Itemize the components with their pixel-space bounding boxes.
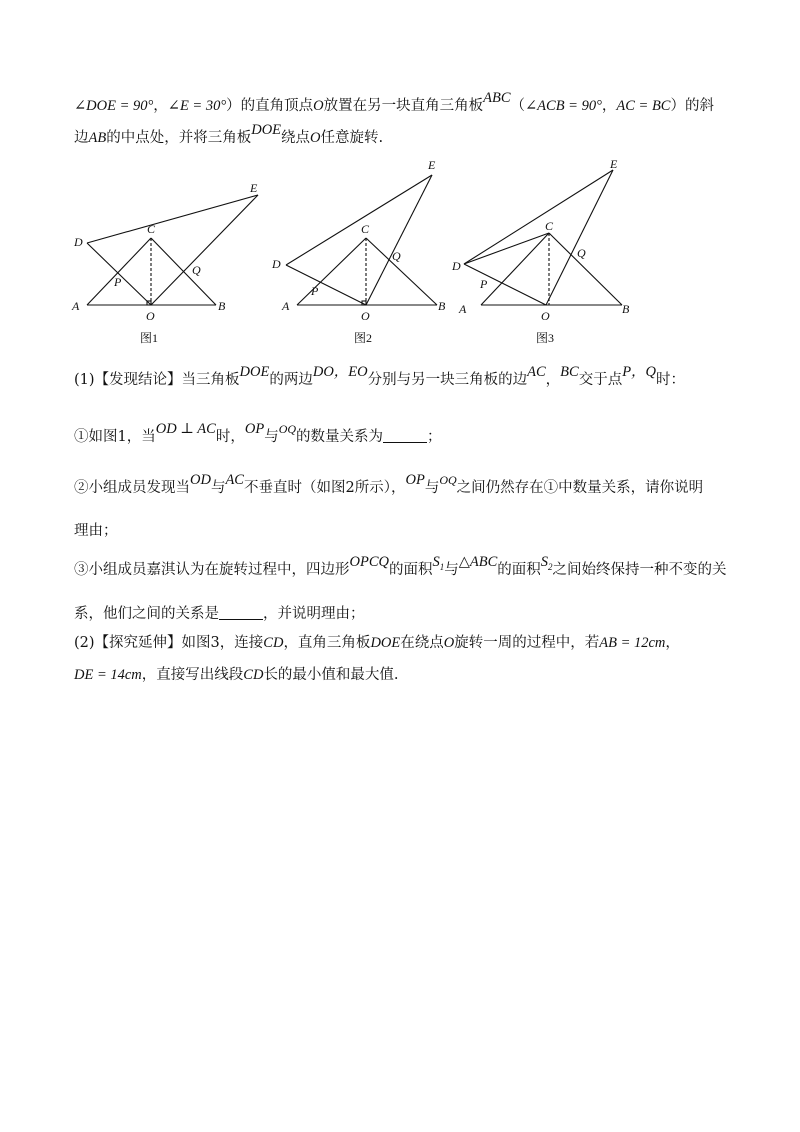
part2-line-2: DE = 14cm，直接写出线段CD长的最小值和最大值. [74,667,399,683]
svg-text:B: B [218,299,226,313]
svg-text:D: D [74,235,83,249]
svg-text:C: C [361,222,370,236]
svg-text:P: P [311,284,319,298]
svg-text:D: D [272,257,281,271]
caption-fig2: 图2 [354,331,373,345]
svg-text:C: C [147,222,156,236]
question-1: ①如图1，当OD ⊥ AC时，OP与$^{OQ}$的数量关系为 ； [74,421,442,445]
caption-fig1: 图1 [140,331,159,345]
svg-text:A: A [282,299,290,313]
svg-text:E: E [610,157,618,171]
question-3-line-2: 系，他们之间的关系是 ，并说明理由； [74,606,365,622]
svg-text:C: C [545,219,554,233]
figure-3 [464,170,622,305]
svg-text:P: P [114,275,122,289]
svg-text:Q: Q [577,246,586,260]
svg-text:O: O [361,309,370,323]
angle-doe: ∠DOE = 90° [74,98,154,114]
question-2-line-2: 理由； [74,523,118,539]
ac-eq-bc: AC = BC [616,98,671,114]
part2-line-1: (2)【探究延伸】如图3，连接CD，直角三角板DOE在绕点O旋转一周的过程中，若AB = 12cm， [74,635,680,651]
question-2: ②小组成员发现当OD与AC不垂直时（如图2所示），OP与$^{OQ}$之间仍然存在①中数量关系，请你说明 [74,472,704,496]
svg-text:E: E [428,158,436,172]
intro-line-1: ∠DOE = 90°，∠E = 30°）的直角顶点O放置在另一块直角三角板ABC（∠ACB = 90°，AC = BC）的斜 [74,90,714,114]
intro-line-2: 边AB的中点处，并将三角板DOE绕点O任意旋转. [74,122,384,146]
svg-text:A: A [459,302,467,316]
figures-diagram [60,150,720,350]
svg-text:Q: Q [192,263,201,277]
angle-e: ∠E = 30° [167,98,227,114]
angle-acb: ∠ACB = 90° [525,98,602,114]
part2-title: 【探究延伸】 [94,635,182,651]
s2: $S_2$ [540,554,553,572]
triangle-abc: ABC [483,90,511,106]
svg-text:B: B [622,302,630,316]
caption-fig3: 图3 [536,331,555,345]
svg-text:B: B [438,299,446,313]
part1-title: 【发现结论】 [94,372,182,388]
svg-text:E: E [250,181,258,195]
answer-blank-2[interactable] [219,605,263,620]
question-3: ③小组成员嘉淇认为在旋转过程中，四边形OPCQ的面积$S_1$与△ABC的面积$S_2$之间始终保持一种不变的关 [74,554,727,578]
svg-text:P: P [480,277,488,291]
svg-text:O: O [146,309,155,323]
svg-text:O: O [541,309,550,323]
svg-text:Q: Q [392,249,401,263]
answer-blank-1[interactable] [383,428,427,443]
svg-text:D: D [452,259,461,273]
part1-header: (1)【发现结论】当三角板DOE的两边DO，EO分别与另一块三角板的边AC，BC交于点P，Q时： [74,364,686,388]
svg-text:A: A [72,299,80,313]
figure-2 [286,175,437,305]
s1: $S_1$ [432,554,445,572]
figure-1 [87,195,258,305]
